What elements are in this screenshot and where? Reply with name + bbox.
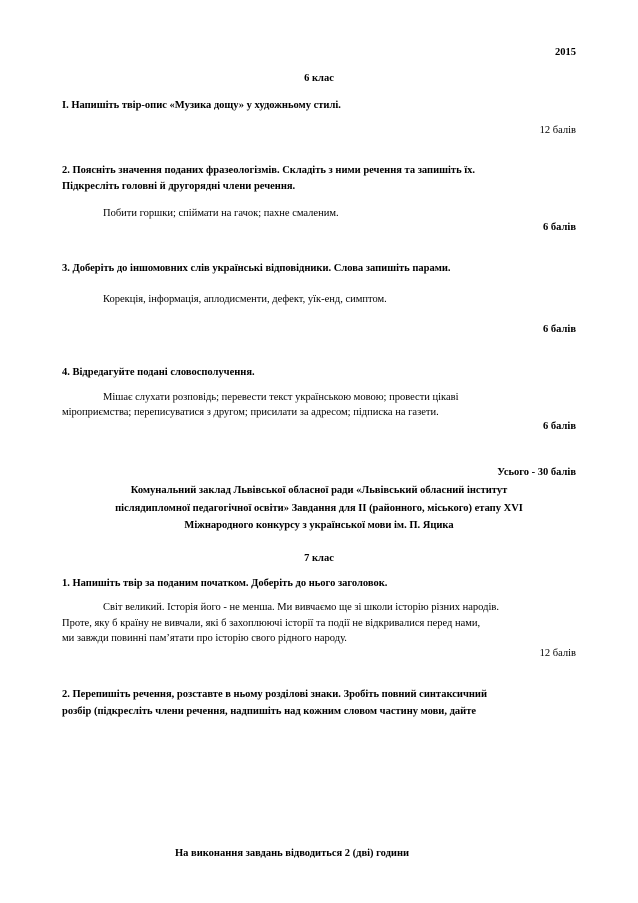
- grade6-task1-points: 12 балів: [539, 125, 576, 136]
- grade6-task4-line2: міроприємства; переписуватися з другом; присилати за адресом; підписка на газети.: [62, 407, 439, 418]
- grade6-task4-line1: Мішає слухати розповідь; перевести текст українською мовою; провести цікаві: [103, 392, 459, 403]
- grade7-task2-line1: 2. Перепишіть речення, розставте в ньому розділові знаки. Зробіть повний синтаксичний: [62, 689, 488, 700]
- grade7-task1: 1. Напишіть твір за поданим початком. Доберіть до нього заголовок.: [62, 578, 388, 589]
- grade7-task1-points: 12 балів: [539, 648, 576, 659]
- grade7-task1-line2: Проте, яку б країну не вивчали, які б захоплюючі історії та події не відкривалися перед нами,: [62, 618, 481, 629]
- grade7-task2-line2: розбір (підкресліть члени речення, надпишіть над кожним словом частину мови, дайте: [62, 706, 477, 717]
- grade7-task1-line3: ми завжди повинні пам’ятати про історію свого рідного народу.: [62, 633, 347, 644]
- grade6-task3-text: Корекція, інформація, аплодисменти, дефект, уїк-енд, симптом.: [103, 294, 387, 305]
- grade7-task1-line1: Світ великий. Історія його - не менша. Ми вивчаємо ще зі школи історію різних народів.: [103, 602, 499, 613]
- grade6-task1: І. Напишіть твір-опис «Музика дощу» у художньому стилі.: [62, 100, 341, 111]
- grade6-task2-text: Побити горшки; спіймати на гачок; пахне смаленим.: [103, 208, 339, 219]
- footer-note: На виконання завдань відводиться 2 (дві) години: [175, 848, 410, 859]
- grade6-total: Усього - 30 балів: [497, 467, 576, 478]
- grade6-task3-points: 6 балів: [543, 324, 576, 335]
- grade7-heading: 7 клас: [304, 553, 334, 564]
- institution-line3: Міжнародного конкурсу з української мови ім. П. Яцика: [184, 520, 454, 531]
- institution-line1: Комунальний заклад Львівської обласної ради «Львівський обласний інститут: [130, 485, 508, 496]
- year: 2015: [555, 47, 576, 58]
- grade6-task4-points: 6 балів: [543, 421, 576, 432]
- grade6-task3: 3. Доберіть до іншомовних слів українські відповідники. Слова запишіть парами.: [62, 263, 451, 274]
- grade6-task2-line1: 2. Поясніть значення поданих фразеологізмів. Складіть з ними речення та запишіть їх.: [62, 165, 476, 176]
- grade6-task2-line2: Підкресліть головні й другорядні члени речення.: [62, 181, 296, 192]
- grade6-heading: 6 клас: [304, 73, 334, 84]
- grade6-task4: 4. Відредагуйте подані словосполучення.: [62, 367, 255, 378]
- institution-line2: післядипломної педагогічної освіти» Завдання для ІІ (районного, міського) етапу XVI: [115, 503, 523, 514]
- grade6-task2-points: 6 балів: [543, 222, 576, 233]
